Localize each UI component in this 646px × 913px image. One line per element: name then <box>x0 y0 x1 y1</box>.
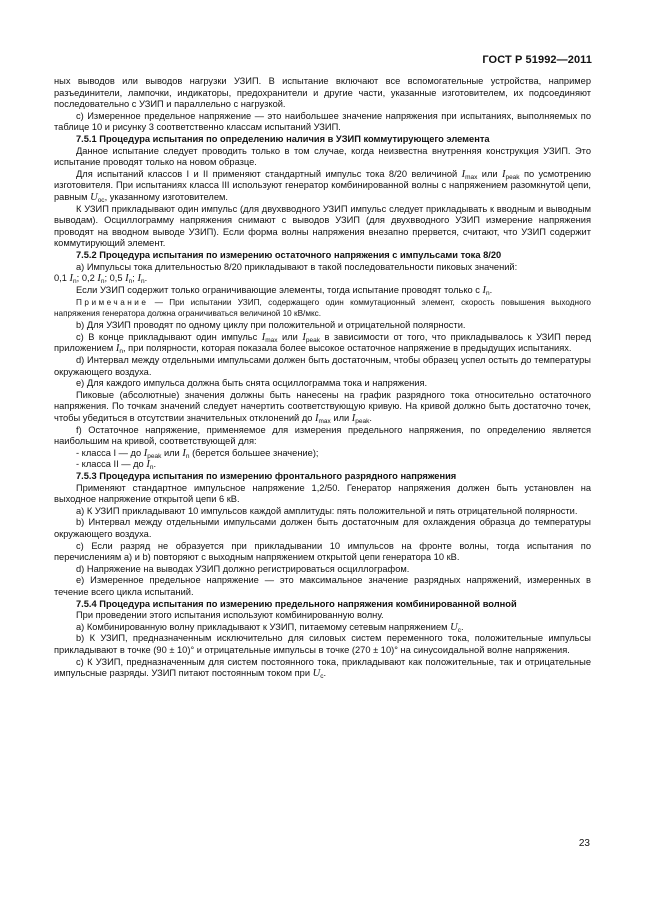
paragraph: - класса I — до $I_{peak}$ или $I_n$ (берется большее значение); <box>76 447 319 460</box>
note-label: Примечание <box>76 298 149 308</box>
paragraph: К УЗИП прикладывают один импульс (для двухвводного УЗИП импульс следует прикладывать к вводным и выводным выводам). Осциллограмму напряжения снимают с выводов УЗИП (для двухвводного УЗИП измерение напряжения проводят на вводном выводе УЗИП). Если форма волны напряжения внезапно прервется, считают, что УЗИП содержит коммутирующий элемент. <box>54 203 591 249</box>
paragraph: d) Напряжение на выводах УЗИП должно регистрироваться осциллографом. <box>76 563 410 574</box>
paragraph: c) Измеренное предельное напряжение — это наибольшее значение напряжения при испытаниях, выполняемых по таблице 10 и рисунку 3 соответственно классам испытаний УЗИП. <box>54 110 591 133</box>
paragraph: a) Импульсы тока длительностью 8/20 прикладывают в такой последовательности пиковых значений: <box>76 261 518 272</box>
paragraph: e) Измеренное предельное напряжение — это максимальное значение разрядных напряжений, измеренных в течение всего цикла испытаний. <box>54 575 591 597</box>
paragraph: a) Комбинированную волну прикладывают к УЗИП, питаемому сетевым напряжением $U_c$. <box>76 621 464 634</box>
paragraph: Если УЗИП содержит только ограничивающие элементы, тогда испытание проводят только с $I_n$. <box>76 284 493 297</box>
paragraph: c) Если разряд не образуется при прикладывании 10 импульсов на фронте волны, тогда испытания по перечислениям a) и b) повторяют с выходным напряжением открытой цепи генератора 10 кВ. <box>54 540 591 563</box>
section-heading-7-5-3: 7.5.3 Процедура испытания по измерению фронтального разрядного напряжения <box>76 471 457 481</box>
paragraph: Пиковые (абсолютные) значения должны быть нанесены на график разрядного тока относительно остаточного напряжения. По точкам значений следует начертить соответствующую кривую. На кривой должно быть достаточно точек, чтобы убедиться в отсутствии значительных отклонений до $I_{max}$ или $I_{peak}$. <box>54 389 591 426</box>
section-heading-7-5-4: 7.5.4 Процедура испытания по измерению предельного напряжения комбинированной волной <box>76 598 517 609</box>
paragraph: b) К УЗИП, предназначенным исключительно для силовых систем переменного тока, положительные импульсы прикладывают в точке (90 ± 10)° и отрицательные импульсы в точке (270 ± 10)° на синусоидальной волне напряжения. <box>54 633 591 655</box>
standard-designation: ГОСТ Р 51992—2011 <box>482 54 592 66</box>
paragraph: Применяют стандартное импульсное напряжение 1,2/50. Генератор напряжения должен быть установлен на выходное напряжение открытой цепи 6 кВ. <box>54 482 591 505</box>
paragraph: f) Остаточное напряжение, применяемое для измерения предельного напряжения, по определению является наибольшим на кривой, соответствующей для: <box>54 424 591 447</box>
paragraph: d) Интервал между отдельными импульсами должен быть достаточным, чтобы образец успел остыть до температуры окружающего воздуха. <box>54 355 591 377</box>
paragraph: ных выводов или выводов нагрузки УЗИП. В испытание включают все вспомогательные устройства, например разъединители, лампочки, индикаторы, предохранители и другие части, указанные изготовителем, их подсоединяют последовательно с УЗИП и параллельно с нагрузкой. <box>54 76 591 110</box>
paragraph: a) К УЗИП прикладывают 10 импульсов каждой амплитуды: пять положительной и пять отрицательной полярности. <box>76 505 578 516</box>
paragraph: c) К УЗИП, предназначенным для систем постоянного тока, прикладывают как положительные, так и отрицательные импульсные разряды. УЗИП питают постоянным током при $U_c$. <box>54 656 591 681</box>
document-body <box>54 76 591 680</box>
paragraph: 0,1 $I_n$; 0,2 $I_n$; 0,5 $I_n$; $I_n$. <box>54 273 148 286</box>
section-heading-7-5-2: 7.5.2 Процедура испытания по измерению остаточного напряжения с импульсами тока 8/20 <box>76 249 502 260</box>
note: Примечание — При испытании УЗИП, содержащего один коммутационный элемент, скорость повышения выходного напряжения генератора должна ограничиваться величиной 10 кВ/мкс. <box>54 298 591 319</box>
paragraph: При проведении этого испытания используют комбинированную волну. <box>76 610 384 621</box>
page-number: 23 <box>578 838 590 849</box>
paragraph: - класса II — до $I_n$. <box>76 459 157 472</box>
paragraph: b) Для УЗИП проводят по одному циклу при положительной и отрицательной полярности. <box>76 320 466 331</box>
paragraph: Данное испытание следует проводить только в том случае, когда неизвестна внутренняя конструкция УЗИП. Это испытание проводят только на новом образце. <box>54 145 591 168</box>
paragraph: c) В конце прикладывают один импульс $I_{max}$ или $I_{peak}$ в зависимости от того, что прикладывалось к УЗИП перед приложением $I_n$, при полярности, которая показала более высокое остаточное напряжение в предыдущих испытаниях. <box>54 331 592 356</box>
paragraph: b) Интервал между отдельными импульсами должен быть достаточным для охлаждения образца до температуры окружающего воздуха. <box>54 517 591 539</box>
paragraph: e) Для каждого импульса должна быть снята осциллограмма тока и напряжения. <box>76 378 428 389</box>
paragraph: Для испытаний классов I и II применяют стандартный импульс тока 8/20 величиной $I_{max}$ или $I_{peak}$ по усмотрению изготовителя. При испытаниях класса III используют генератор комбинированной волны с напряжением разомкнутой цепи, равным $U_{oc}$, указанному изготовителем. <box>54 168 591 204</box>
section-heading-7-5-1: 7.5.1 Процедура испытания по определению наличия в УЗИП коммутирующего элемента <box>76 133 490 144</box>
